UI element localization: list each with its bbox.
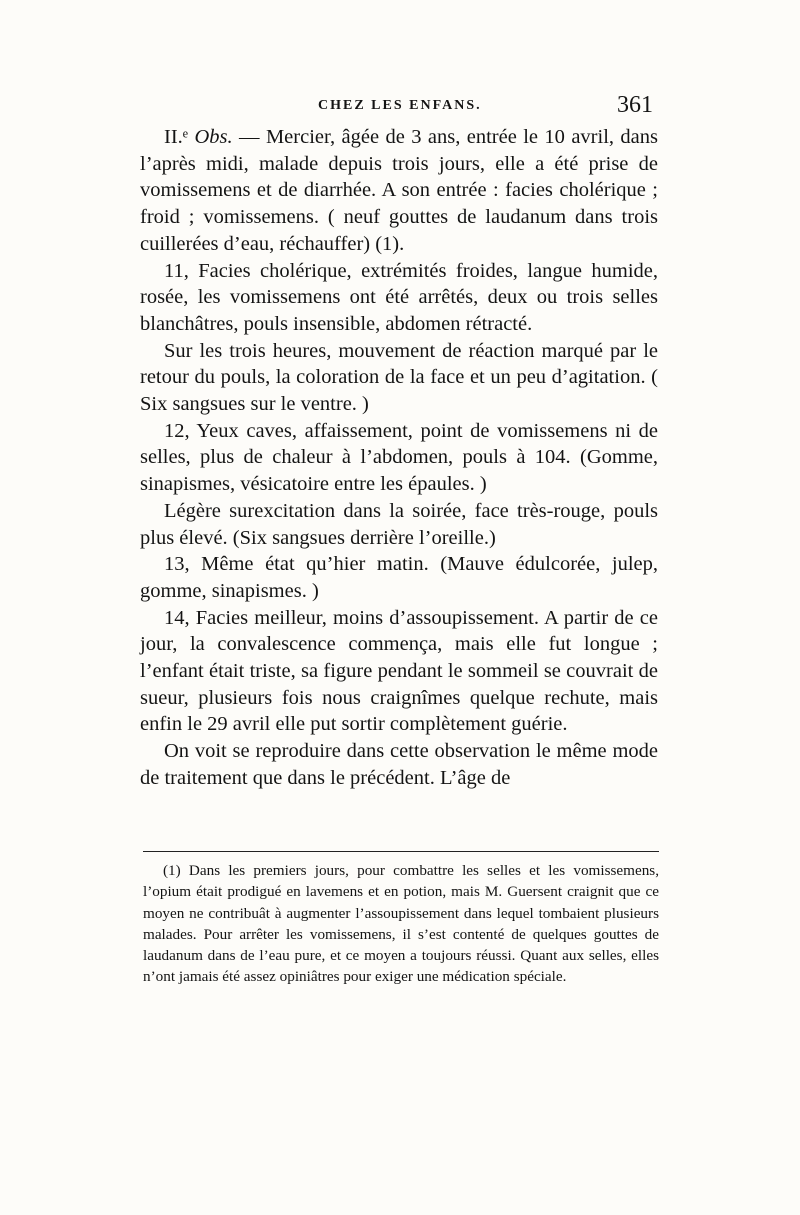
footnote-rule xyxy=(143,851,659,852)
observation-label: Obs. xyxy=(194,126,233,148)
page-number: 361 xyxy=(617,92,653,118)
paragraph-day-13: 13, Même état qu’hier matin. (Mauve édulcorée, julep, gomme, sinapismes. ) xyxy=(140,553,658,602)
observation-number: II.ᵉ xyxy=(164,126,195,148)
running-head xyxy=(0,92,800,122)
paragraph-reaction: Sur les trois heures, mouvement de réaction marqué par le retour du pouls, la coloration de la face et un peu d’agitation. ( Six sangsues sur le ventre. ) xyxy=(140,339,658,416)
paragraph-day-11: 11, Facies cholérique, extrémités froides, langue humide, rosée, les vomissemens ont été arrêtés, deux ou trois selles blanchâtres, pouls insensible, abdomen rétracté. xyxy=(140,259,658,335)
running-title: CHEZ LES ENFANS. xyxy=(318,98,482,113)
observation-text: — Mercier, âgée de 3 ans, entrée le 10 avril, dans l’après midi, malade depuis trois jours, elle a été prise de vomissemens et de diarrhée. A son entrée : facies cholérique ; froid ; vomissemens. ( neuf gouttes de laudanum dans trois cuillerées d’eau, réchauffer) (1). xyxy=(140,126,658,255)
paragraph-day-14: 14, Facies meilleur, moins d’assoupissement. A partir de ce jour, la convalescence commença, mais elle fut longue ; l’enfant était triste, sa figure pendant le sommeil se couvrait de sueur, plusieurs fois nous craignîmes quelque rechute, mais enfin le 29 avril elle put sortir complètement guérie. xyxy=(140,606,658,736)
paragraph-evening: Légère surexcitation dans la soirée, face très-rouge, pouls plus élevé. (Six sangsues derrière l’oreille.) xyxy=(140,499,658,549)
paragraph-conclusion: On voit se reproduire dans cette observation le même mode de traitement que dans le précédent. L’âge de xyxy=(140,740,658,789)
footnote: (1) Dans les premiers jours, pour combattre les selles et les vomissemens, l’opium était prodigué en lavemens et en potion, mais M. Guersent craignit que ce moyen ne contribuât à augmenter l’assoupissement dans lequel tombaient plusieurs malades. Pour arrêter les vomissemens, il s’est contenté de quelques gouttes de laudanum dans de l’eau pure, et ce moyen a toujours réussi. Quant aux selles, elles n’ont jamais été assez opiniâtres pour exiger une médication spéciale. xyxy=(143,862,659,986)
body-text xyxy=(140,124,658,792)
paragraph-day-12: 12, Yeux caves, affaissement, point de vomissemens ni de selles, plus de chaleur à l’abdomen, pouls à 104. (Gomme, sinapismes, vésicatoire entre les épaules. ) xyxy=(140,419,658,496)
observation-paragraph xyxy=(140,124,658,258)
